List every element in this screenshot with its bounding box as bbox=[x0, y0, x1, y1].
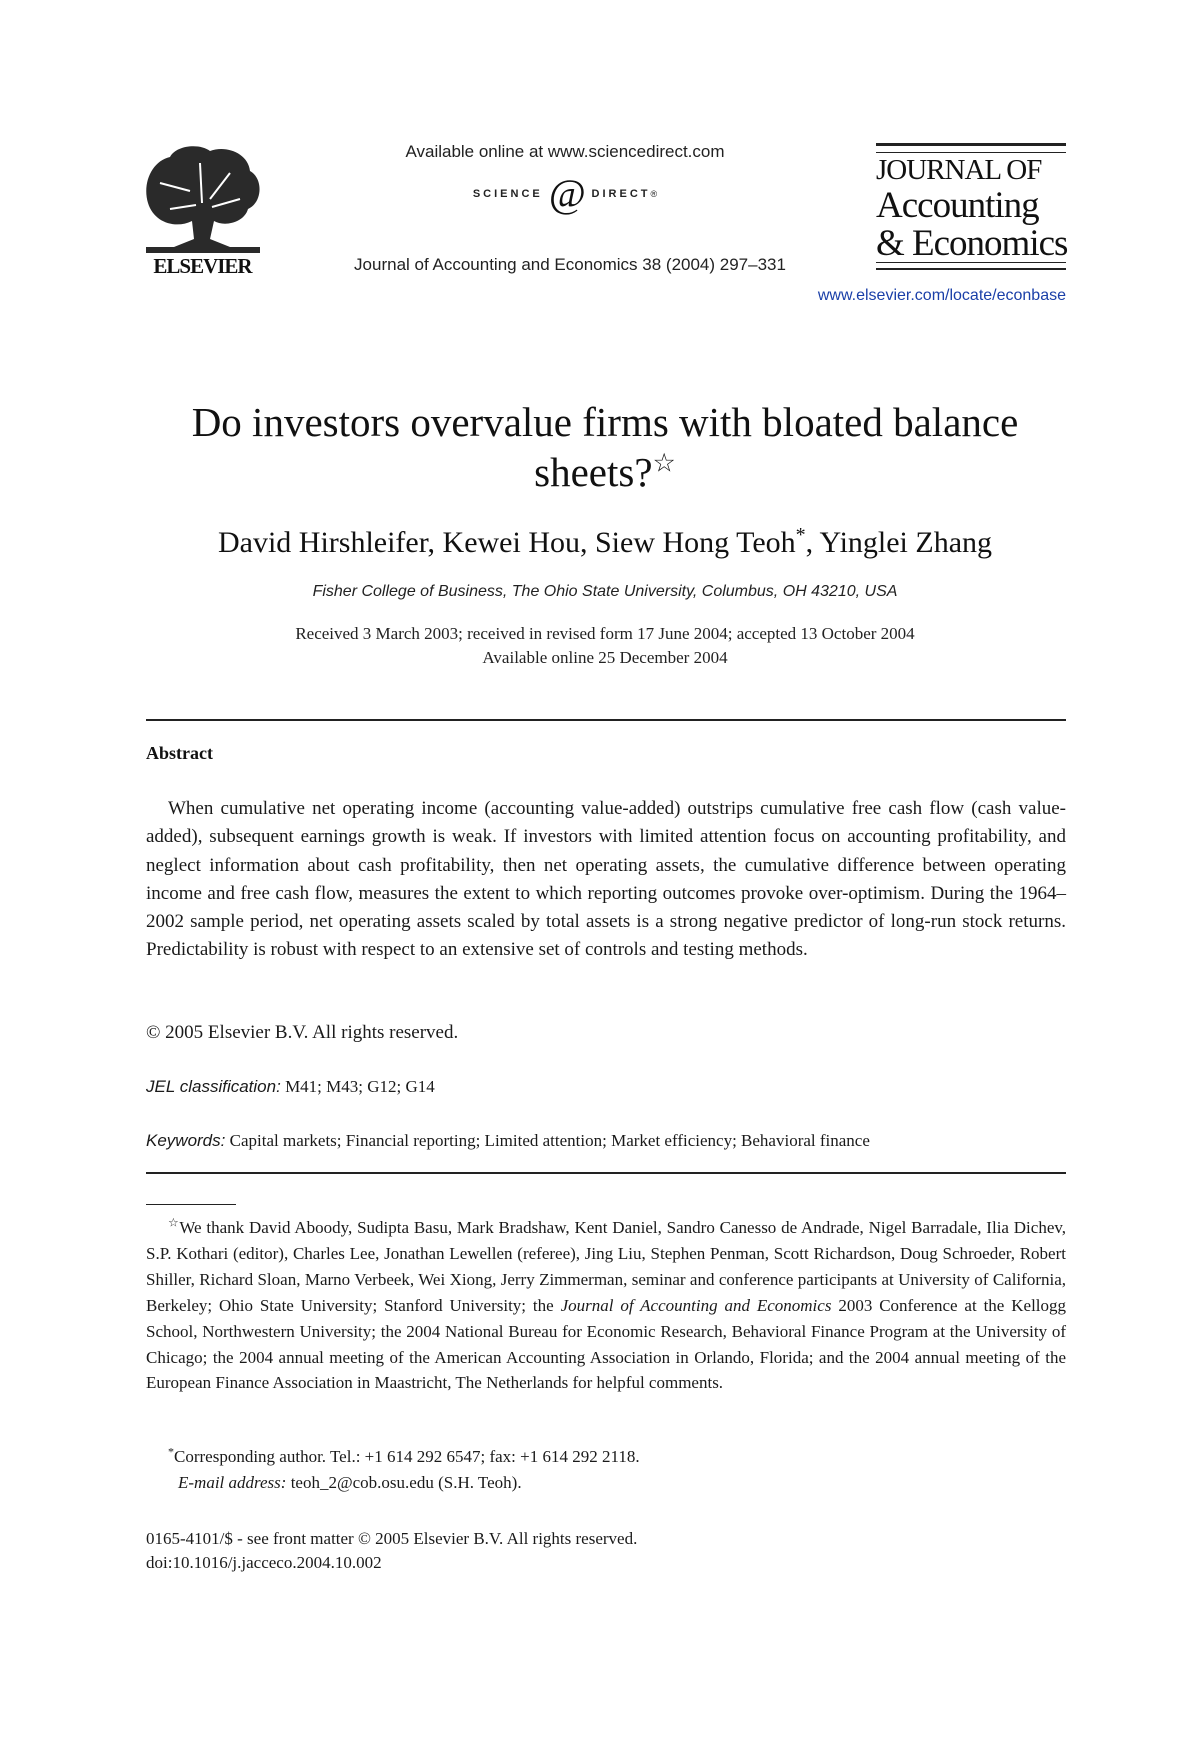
abstract-body: When cumulative net operating income (accounting value-added) outstrips cumulative free cash flow (cash value-added), subsequent earnings growth is weak. If investors with limited attention focus on accounting profitability, and neglect information about cash profitability, then net operating assets, the cumulative difference between operating income and free cash flow, measures the extent to which reporting outcomes provoke over-optimism. During the 1964–2002 sample period, net operating assets scaled by total assets is a strong negative predictor of long-run stock returns. Predictability is robust with respect to an extensive set of controls and testing methods. bbox=[146, 798, 1066, 961]
authors-after: , Yinglei Zhang bbox=[805, 526, 993, 559]
author-list bbox=[140, 526, 1070, 560]
journal-url-link[interactable]: www.elsevier.com/locate/econbase bbox=[817, 287, 1066, 304]
journal-logo-line-3: & Economics bbox=[876, 223, 1068, 264]
affiliation: Fisher College of Business, The Ohio State University, Columbus, OH 43210, USA bbox=[312, 583, 898, 600]
thanks-text-1: We thank David Aboody, Sudipta Basu, Mark Bradshaw, Kent Daniel, Sandro Canesso de Andrade, Nigel Barradale, Ilia Dichev, S.P. Kothari (editor), Charles Lee, Jonathan Lewellen (referee), Jing Liu, Stephen Penman, Scott Richardson, Doug Schroeder, Robert Shiller, Richard Sloan, Marno Verbeek, Wei Xiong, Jerry Zimmerman, seminar and conference participants at University of California, Berkeley; Ohio State University; Stanford University; the bbox=[146, 1218, 1067, 1315]
publisher-name: ELSEVIER bbox=[153, 254, 252, 278]
footnote-email bbox=[178, 1473, 522, 1493]
jel-classification bbox=[146, 1077, 435, 1097]
available-online-notice[interactable]: Available online at www.sciencedirect.com bbox=[405, 142, 725, 161]
journal-logo-line-1: JOURNAL OF bbox=[876, 154, 1042, 186]
corresponding-author-mark[interactable]: * bbox=[795, 524, 806, 546]
thanks-footnote-mark: ☆ bbox=[168, 1215, 180, 1230]
received-dates: Received 3 March 2003; received in revised form 17 June 2004; accepted 13 October 2004 bbox=[295, 624, 915, 643]
journal-citation: Journal of Accounting and Economics 38 (2004) 297–331 bbox=[354, 255, 786, 274]
footnote-rule bbox=[146, 1204, 236, 1205]
email-label: E-mail address: bbox=[178, 1473, 287, 1492]
email-value[interactable]: teoh_2@cob.osu.edu (S.H. Teoh). bbox=[286, 1473, 522, 1492]
abstract-copyright: © 2005 Elsevier B.V. All rights reserved. bbox=[146, 1022, 459, 1043]
corresponding-footnote-mark: * bbox=[168, 1444, 174, 1459]
sd-trademark: ® bbox=[650, 189, 658, 199]
journal-logo-line-2: Accounting bbox=[876, 185, 1039, 226]
abstract-bottom-rule bbox=[146, 1172, 1066, 1174]
journal-logo-bottom-rule bbox=[876, 262, 1066, 270]
paper-title-text: Do investors overvalue firms with bloated balance sheets? bbox=[191, 399, 1019, 495]
footnote-corresponding-author bbox=[168, 1444, 640, 1467]
sd-at-symbol: @ bbox=[548, 171, 586, 216]
abstract-heading: Abstract bbox=[146, 743, 213, 763]
keywords-label: Keywords: bbox=[146, 1131, 226, 1150]
authors-before: David Hirshleifer, Kewei Hou, Siew Hong Teoh bbox=[217, 526, 796, 559]
abstract-top-rule bbox=[146, 719, 1066, 721]
front-matter-notice: 0165-4101/$ - see front matter © 2005 Elsevier B.V. All rights reserved. bbox=[146, 1529, 638, 1548]
paper-title bbox=[140, 397, 1070, 497]
corresponding-text: Corresponding author. Tel.: +1 614 292 6547; fax: +1 614 292 2118. bbox=[174, 1447, 640, 1466]
keywords-value: Capital markets; Financial reporting; Limited attention; Market efficiency; Behavioral finance bbox=[225, 1131, 870, 1150]
doi-link[interactable]: doi:10.1016/j.jacceco.2004.10.002 bbox=[146, 1553, 382, 1572]
thanks-journal-name: Journal of Accounting and Economics bbox=[560, 1295, 832, 1315]
jel-label: JEL classification: bbox=[146, 1077, 281, 1096]
sciencedirect-logo bbox=[330, 171, 800, 216]
jel-value: M41; M43; G12; G14 bbox=[280, 1077, 435, 1096]
footnote-acknowledgements bbox=[146, 1215, 1066, 1396]
sd-right-word: DIRECT bbox=[591, 188, 651, 200]
available-online-date: Available online 25 December 2004 bbox=[482, 648, 728, 667]
journal-logo-top-rule bbox=[876, 143, 1066, 153]
sd-left-word: SCIENCE bbox=[472, 188, 543, 200]
thanks-text-2: 2003 Conference at the Kellogg School, Northwestern University; the 2004 National Bureau for Economic Research, Behavioral Finance Program at the University of Chicago; the 2004 annual meeting of the American Accounting Association in Orlando, Florida; and the 2004 annual meeting of the European Finance Association in Maastricht, The Netherlands for helpful comments. bbox=[146, 1295, 1067, 1393]
keywords bbox=[146, 1131, 1066, 1151]
title-footnote-star[interactable]: ☆ bbox=[652, 448, 676, 478]
